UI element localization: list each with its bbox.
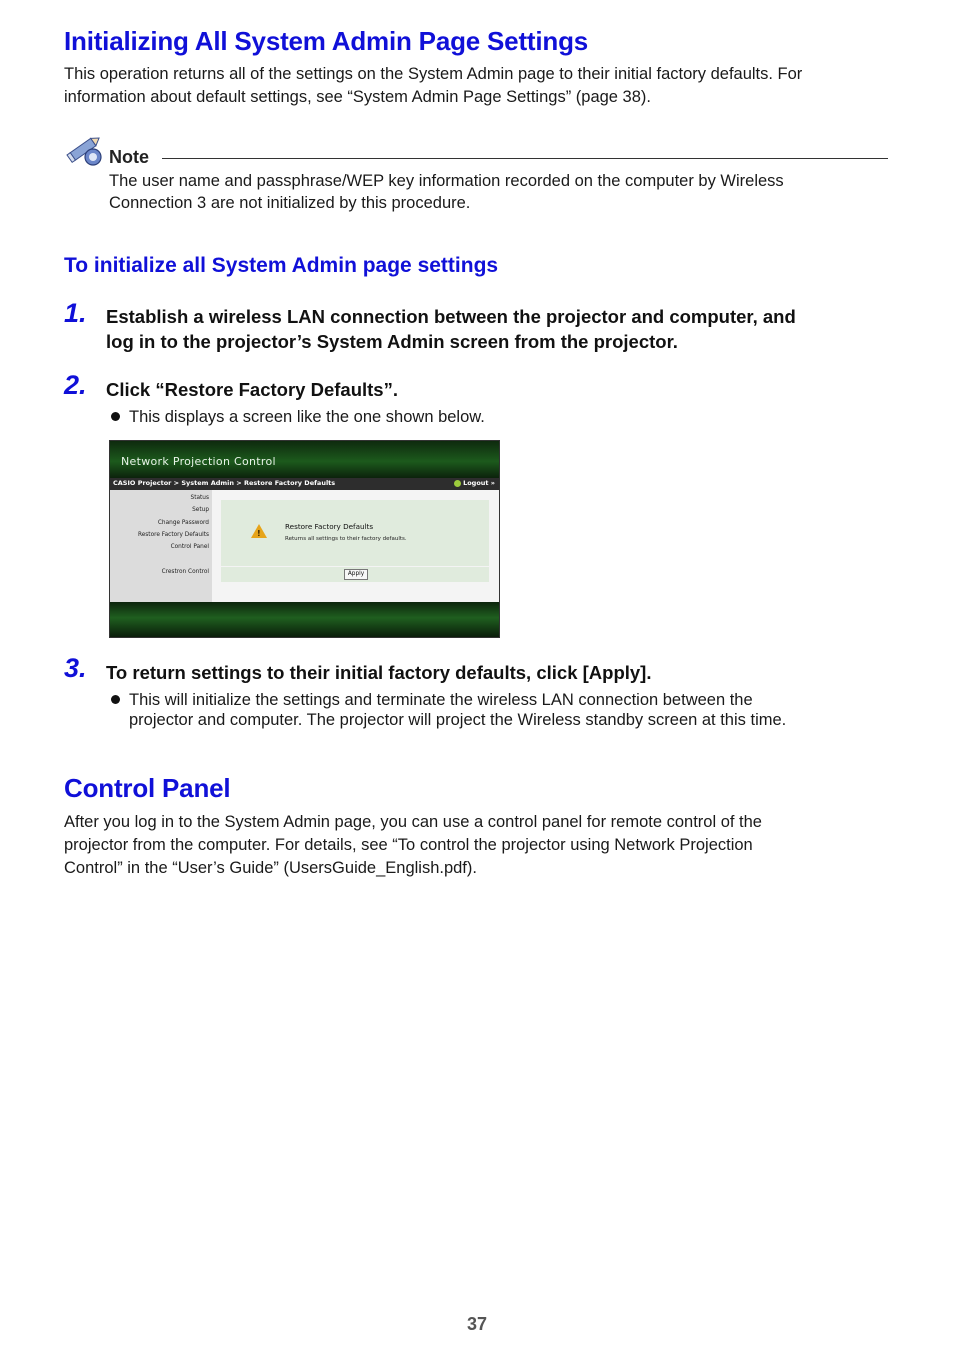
step-3-number: 3.	[64, 653, 87, 683]
screenshot-logout-link	[454, 479, 495, 487]
screenshot-footer	[110, 602, 499, 637]
control-panel-line-3: Control” in the “User’s Guide” (UsersGuide_English.pdf).	[64, 859, 477, 877]
section-title: Initializing All System Admin Page Settings	[64, 26, 589, 56]
control-panel-line-2: projector from the computer. For details, see “To control the projector using Network Projection	[64, 836, 753, 854]
step-2-line-1: Click “Restore Factory Defaults”.	[106, 379, 398, 400]
step-3-bullet-line-2: projector and computer. The projector will project the Wireless standby screen at this time.	[129, 711, 787, 729]
intro-line-1: This operation returns all of the settings on the System Admin page to their initial factory defaults. For	[64, 65, 803, 83]
screenshot-app-title: Network Projection Control	[121, 455, 276, 468]
step-3-bullet-line-1: This will initialize the settings and terminate the wireless LAN connection between the	[129, 691, 753, 709]
page-number: 37	[466, 1314, 488, 1334]
screenshot-sidebar	[110, 490, 212, 602]
screenshot-menu-control-panel: Control Panel	[170, 544, 209, 550]
screenshot-breadcrumb-bar	[110, 478, 499, 490]
bullet-icon	[111, 695, 120, 704]
screenshot-apply-bar	[221, 567, 489, 582]
step-2-number: 2.	[64, 370, 87, 400]
step-3-line-1: To return settings to their initial factory defaults, click [Apply].	[106, 662, 652, 683]
screenshot-menu-setup: Setup	[192, 507, 209, 513]
screenshot-info-panel	[221, 500, 489, 566]
procedure-title: To initialize all System Admin page settings	[64, 254, 499, 277]
step-2-bullet: This displays a screen like the one shown below.	[129, 408, 485, 426]
note-label: Note	[109, 147, 149, 167]
note-line-1: The user name and passphrase/WEP key information recorded on the computer by Wireless	[109, 172, 784, 190]
screenshot-panel-title: Restore Factory Defaults	[285, 522, 374, 531]
note-divider	[162, 158, 888, 159]
note-icon	[66, 131, 106, 169]
logout-icon	[454, 480, 461, 487]
note-line-2: Connection 3 are not initialized by this procedure.	[109, 194, 471, 212]
screenshot-header	[110, 441, 499, 478]
warning-icon-mark: !	[257, 529, 261, 538]
step-1-line-1: Establish a wireless LAN connection between the projector and computer, and	[106, 306, 796, 327]
control-panel-title: Control Panel	[64, 773, 231, 803]
step-1-number: 1.	[64, 298, 87, 328]
restore-defaults-screenshot	[109, 440, 500, 638]
screenshot-main-area	[212, 490, 499, 602]
intro-line-2: information about default settings, see “System Admin Page Settings” (page 38).	[64, 88, 651, 106]
bullet-icon	[111, 412, 120, 421]
control-panel-line-1: After you log in to the System Admin page, you can use a control panel for remote control of the	[64, 813, 762, 831]
screenshot-panel-description: Returns all settings to their factory defaults.	[285, 536, 407, 542]
screenshot-apply-button: Apply	[344, 569, 368, 580]
screenshot-breadcrumb: CASIO Projector > System Admin > Restore Factory Defaults	[113, 479, 336, 487]
screenshot-menu-restore-defaults: Restore Factory Defaults	[137, 532, 209, 538]
screenshot-menu-change-password: Change Password	[157, 520, 209, 526]
screenshot-logout-label: Logout »	[463, 479, 495, 487]
screenshot-menu-crestron-control: Crestron Control	[161, 569, 209, 575]
step-1-line-2: log in to the projector’s System Admin screen from the projector.	[106, 331, 678, 352]
screenshot-menu-status: Status	[190, 495, 209, 501]
